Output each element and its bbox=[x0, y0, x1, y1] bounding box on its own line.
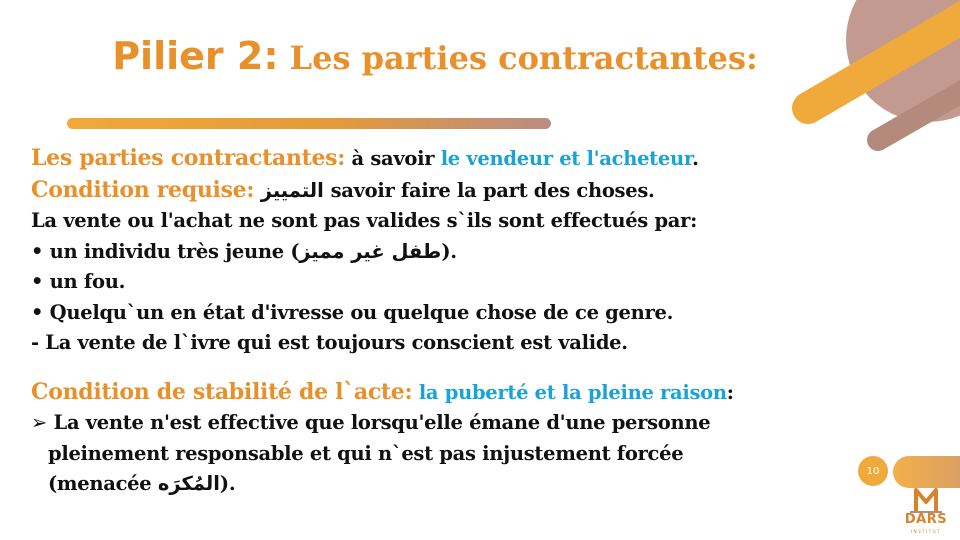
label-stabilite: Condition de stabilité de l`acte: bbox=[31, 378, 413, 405]
text-condition-requise: savoir faire la part des choses. bbox=[323, 178, 655, 202]
text-ivresse: Quelqu`un en état d'ivresse ou quelque chose de ce genre. bbox=[43, 300, 674, 324]
spacer bbox=[31, 359, 861, 377]
text-menacee: (menacée bbox=[48, 472, 158, 495]
logo-tagline: INSTITUT bbox=[910, 529, 942, 534]
bullet: • bbox=[31, 239, 44, 263]
title-prefix: Pilier 2: bbox=[112, 34, 279, 78]
list-item-ivresse bbox=[31, 298, 861, 329]
page-number-pill bbox=[893, 456, 960, 488]
line-stabilite bbox=[31, 377, 861, 409]
text-responsable: pleinement responsable et qui n`est pas injustement forcée bbox=[48, 441, 684, 465]
line-responsable bbox=[31, 439, 861, 470]
text-parties: à savoir bbox=[345, 147, 441, 170]
title-underline bbox=[67, 118, 551, 129]
title-text: Les parties contractantes: bbox=[278, 39, 758, 77]
text-jeune-end: ). bbox=[441, 239, 457, 263]
text-effective: La vente n'est effective que lorsqu'elle émane d'une personne bbox=[47, 411, 711, 434]
list-item-fou bbox=[31, 267, 861, 298]
page-number: 10 bbox=[858, 456, 888, 486]
arrow-bullet-icon: ➢ bbox=[31, 411, 48, 434]
text-jeune: un individu très jeune ( bbox=[43, 239, 300, 263]
text-fou: un fou. bbox=[43, 270, 126, 293]
label-condition-requise: Condition requise: bbox=[31, 176, 255, 203]
slide-body bbox=[31, 143, 861, 500]
text-vente-invalide: La vente ou l'achat ne sont pas valides s`ils sont effectués par: bbox=[31, 209, 698, 232]
dars-logo bbox=[896, 486, 956, 536]
line-parties bbox=[31, 143, 861, 175]
line-condition-requise bbox=[31, 175, 861, 207]
slide-title bbox=[0, 34, 870, 78]
label-parties: Les parties contractantes: bbox=[31, 145, 346, 171]
text-menacee-end: ). bbox=[219, 472, 236, 495]
text-stabilite-end: : bbox=[726, 380, 734, 404]
arabic-tamyiz: التمييز bbox=[260, 178, 324, 202]
logo-mark-icon bbox=[896, 486, 956, 514]
text-ivre-valide: - La vente de l`ivre qui est toujours conscient est valide. bbox=[31, 331, 628, 354]
line-vente-invalide bbox=[31, 206, 861, 237]
highlight-vendeur: le vendeur et l'acheteur bbox=[440, 147, 693, 170]
line-menacee bbox=[31, 469, 861, 500]
list-item-jeune bbox=[31, 237, 861, 268]
arabic-tifl: طفل غير مميز bbox=[299, 239, 442, 263]
bullet: • bbox=[31, 300, 44, 324]
bullet: • bbox=[31, 270, 44, 293]
line-effective bbox=[31, 408, 861, 439]
text-parties-end: . bbox=[692, 147, 699, 170]
line-ivre-valide bbox=[31, 328, 861, 359]
logo-name: DARS bbox=[904, 512, 948, 527]
highlight-puberte: la puberté et la pleine raison bbox=[418, 380, 727, 404]
arabic-mukrah: المُكرَه bbox=[157, 472, 220, 495]
